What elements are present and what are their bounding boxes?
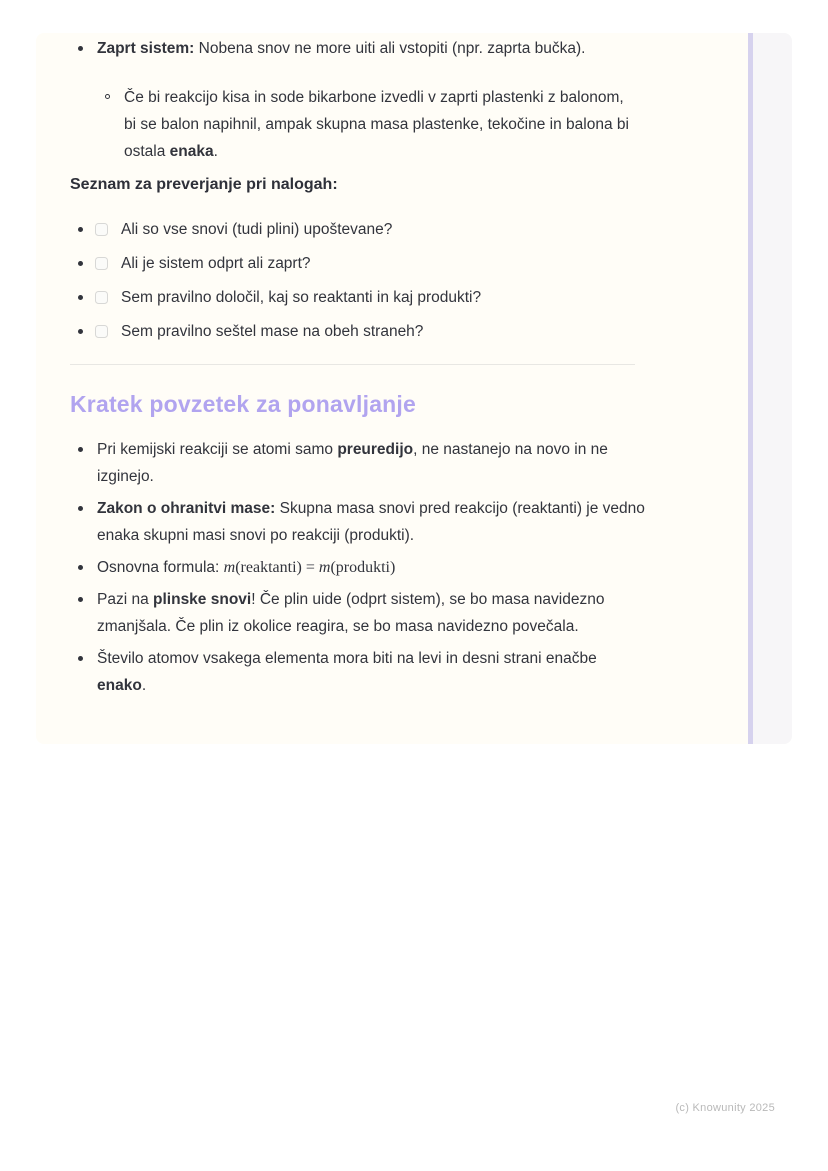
closed-system-text: Zaprt sistem: Nobena snov ne more uiti ali vstopiti (npr. zaprta bučka). <box>97 40 586 57</box>
bullet-icon <box>78 261 83 266</box>
summary-item <box>70 554 645 581</box>
checklist <box>70 216 670 345</box>
closed-system-subitem <box>70 84 670 165</box>
closed-system-item <box>70 35 645 62</box>
summary-item <box>70 436 645 490</box>
bullet-icon <box>78 597 83 602</box>
checklist-item-label: Ali so vse snovi (tudi plini) upoštevane? <box>121 221 393 238</box>
checklist-item <box>70 250 670 277</box>
section-divider <box>70 364 635 365</box>
bullet-icon <box>78 295 83 300</box>
checkbox[interactable] <box>95 257 108 270</box>
checklist-item-label: Sem pravilno določil, kaj so reaktanti in kaj produkti? <box>121 289 482 306</box>
checkbox[interactable] <box>95 325 108 338</box>
summary-item-text: Število atomov vsakega elementa mora biti na levi in desni strani enačbe enako. <box>97 650 597 694</box>
summary-item <box>70 586 645 640</box>
bullet-icon <box>78 506 83 511</box>
bullet-icon <box>78 46 83 51</box>
checklist-item <box>70 216 670 243</box>
bullet-icon <box>78 227 83 232</box>
bullet-icon <box>78 447 83 452</box>
checklist-item <box>70 318 670 345</box>
summary-item <box>70 495 645 549</box>
summary-list <box>70 436 670 699</box>
checkbox[interactable] <box>95 291 108 304</box>
page-card <box>36 33 792 744</box>
page-content <box>70 35 670 704</box>
checklist-heading: Seznam za preverjanje pri nalogah: <box>70 176 338 193</box>
bullet-icon <box>78 656 83 661</box>
summary-item-text: Pazi na plinske snovi! Če plin uide (odprt sistem), se bo masa navidezno zmanjšala. Če plin iz okolice reagira, se bo masa navidezno povečala. <box>97 591 605 635</box>
circle-bullet-icon <box>105 94 110 99</box>
summary-heading: Kratek povzetek za ponavljanje <box>70 391 417 417</box>
page-margin-strip <box>753 33 792 744</box>
summary-item-text: Zakon o ohranitvi mase: Skupna masa snovi pred reakcijo (reaktanti) je vedno enaka skupni masi snovi po reakciji (produkti). <box>97 500 645 544</box>
summary-item <box>70 645 645 699</box>
checklist-item-label: Ali je sistem odprt ali zaprt? <box>121 255 311 272</box>
bullet-icon <box>78 565 83 570</box>
bullet-icon <box>78 329 83 334</box>
summary-item-text: Pri kemijski reakciji se atomi samo preuredijo, ne nastanejo na novo in ne izginejo. <box>97 441 608 485</box>
summary-item-text: Osnovna formula: m(reaktanti) = m(produkti) <box>97 559 396 576</box>
copyright-footer: (c) Knowunity 2025 <box>675 1102 775 1114</box>
checklist-item-label: Sem pravilno seštel mase na obeh straneh? <box>121 323 424 340</box>
checkbox[interactable] <box>95 223 108 236</box>
checklist-item <box>70 284 670 311</box>
closed-system-subtext: Če bi reakcijo kisa in sode bikarbone izvedli v zaprti plastenki z balonom, bi se balon napihnil, ampak skupna masa plastenke, tekočine in balona bi ostala enaka. <box>124 89 629 160</box>
